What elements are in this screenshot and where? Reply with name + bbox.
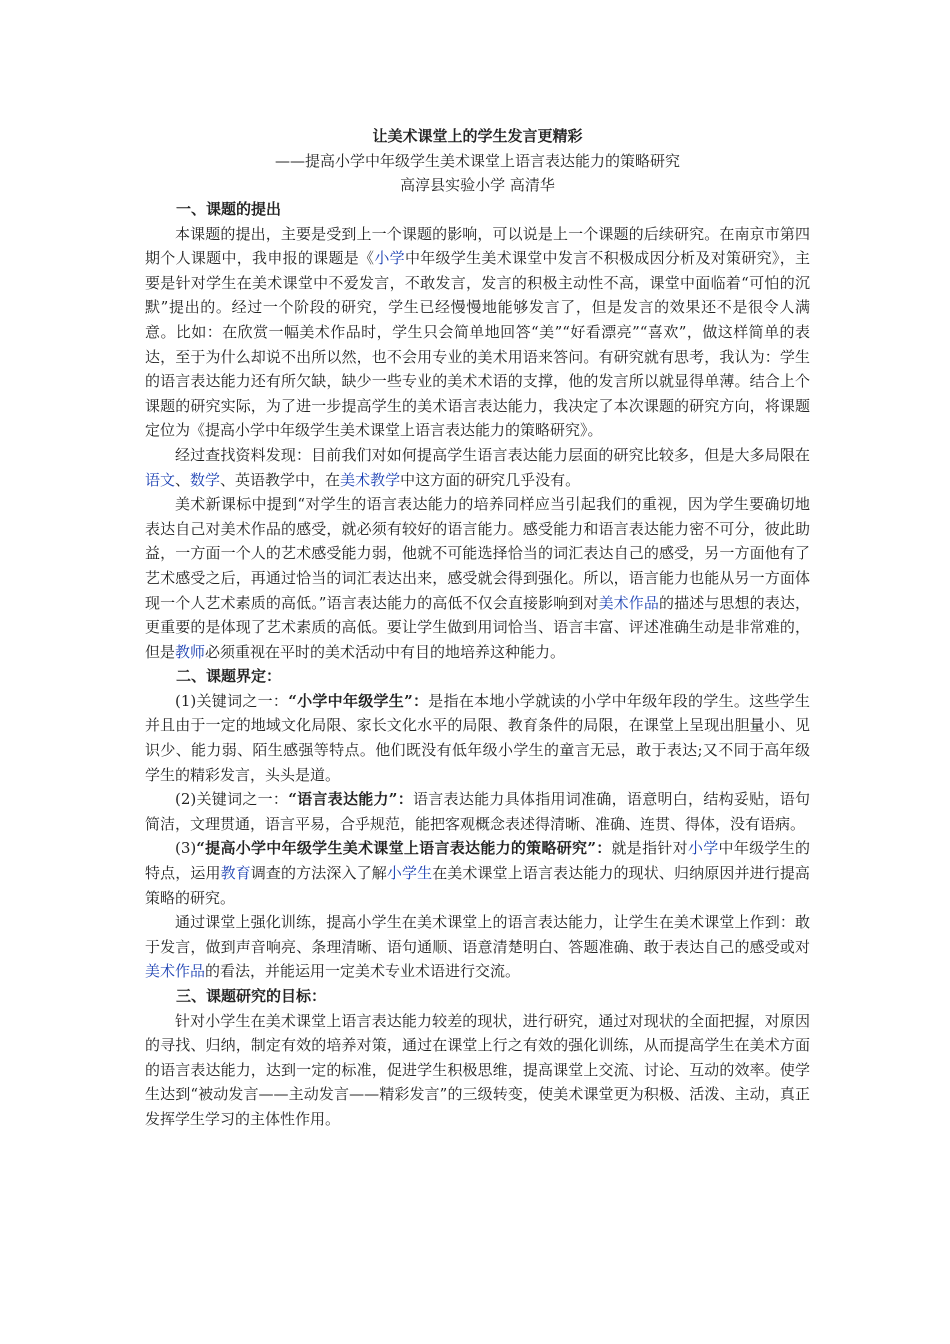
section-heading-1: 一、课题的提出 (176, 200, 282, 218)
paragraph-1 (145, 222, 810, 443)
document-page (145, 124, 810, 1132)
hyperlink-meishu-zuopin-2[interactable]: 美术作品 (145, 962, 206, 981)
hyperlink-yuwen[interactable]: 语文 (145, 470, 176, 489)
hyperlink-meishu-zuopin[interactable]: 美术作品 (598, 593, 659, 612)
hyperlink-xiaoxuesheng[interactable]: 小学生 (386, 864, 433, 883)
text-run: 调查的方法深入了解 (250, 864, 387, 883)
doc-title: 让美术课堂上的学生发言更精彩 (372, 127, 583, 145)
text-run: 就是指针对 (611, 839, 688, 858)
text-run: 在美术课堂上语言表达能力的现状、归纳原因并进行提高策略的研究。 (145, 864, 810, 907)
text-run: 的看法，并能运用一定美术专业术语进行交流。 (205, 962, 521, 981)
keyword-paragraph-1 (145, 689, 810, 787)
text-run: 、英语教学中，在 (220, 470, 341, 489)
text-run: (3) (175, 839, 197, 858)
keyword-paragraph-3 (145, 836, 810, 910)
paragraph-5: 针对小学生在美术课堂上语言表达能力较差的现状，进行研究，通过对现状的全面把握，对原因的寻找、归纳，制定有效的培养对策，通过在课堂上行之有效的强化训练，从而提高学生在美术方面的语言表达能力，达到一定的标准，促进学生积极思维，提高课堂上交流、讨论、互动的效率。使学生达到“被动发言——主动发言——精彩发言”的三级转变，使美术课堂更为积极、活泼、主动，真正发挥学生学习的主体性作用。 (145, 1011, 810, 1128)
text-run: 语言表达能力具体指用词准确，语意明白，结构妥贴，语句简洁，文理贯通，语言平易，合乎规范，能把客观概念表述得清晰、准确、连贯、得体，没有语病。 (145, 790, 810, 833)
paragraph-4 (145, 910, 810, 984)
hyperlink-xiaoxue-2[interactable]: 小学 (687, 839, 719, 858)
text-run: 中这方面的研究几乎没有。 (400, 470, 581, 489)
keyword-term: “小学中年级学生”： (288, 691, 429, 710)
text-run: 的描述与思想的表达，更重要的是体现了艺术素质的高低。要让学生做到用词恰当、语言丰富、评述准确生动是非常难的，但是 (145, 593, 810, 661)
paragraph-2 (145, 443, 810, 492)
text-run: 本课题的提出，主要是受到上一个课题的影响，可以说是上一个课题的后续研究。在南京市第四期个人课题中，我申报的课题是《 (145, 224, 810, 268)
text-run: 必须重视在平时的美术活动中有目的地培养这种能力。 (205, 642, 566, 661)
text-run: 美术新课标中提到“对学生的语言表达能力的培养同样应当引起我们的重视，因为学生要确切地表达自己对美术作品的感受，就必须有较好的语言能力。感受能力和语言表达能力密不可分，彼此助益，一方面一个人的艺术感受能力弱，他就不可能选择恰当的词汇表达自己的感受，另一方面他有了艺术感受之后，再通过恰当的词汇表达出来，感受就会得到强化。所以，语言能力也能从另一方面体现一个人艺术素质的高低。”语言表达能力的高低不仅会直接影响到对 (145, 495, 810, 612)
section-heading-3: 三、课题研究的目标： (176, 987, 327, 1005)
text-run: (1)关键词之一： (175, 691, 289, 710)
keyword-term: “提高小学中年级学生美术课堂上语言表达能力的策略研究”： (196, 839, 612, 858)
section-heading-2: 二、课题界定： (176, 667, 282, 686)
paragraph-3 (145, 492, 810, 664)
text-run: 经过查找资料发现：目前我们对如何提高学生语言表达能力层面的研究比较多，但是大多局限在 (175, 445, 810, 464)
text-run: 、 (175, 470, 191, 489)
hyperlink-meishu-jiaoxue[interactable]: 美术教学 (340, 470, 401, 489)
text-run: 是指在本地小学就读的小学中年级年段的学生。这些学生并且由于一定的地域文化局限、家长文化水平的局限、教育条件的局限，在课堂上呈现出胆量小、见识少、能力弱、陌生感强等特点。他们既没有低年级小学生的童言无忌，敢于表达;又不同于高年级学生的精彩发言，头头是道。 (145, 691, 810, 784)
text-run: (2)关键词之一： (175, 790, 289, 809)
doc-subtitle: ——提高小学中年级学生美术课堂上语言表达能力的策略研究 (274, 152, 680, 170)
hyperlink-shuxue[interactable]: 数学 (190, 470, 221, 489)
keyword-paragraph-2 (145, 787, 810, 836)
text-run: 中年级学生的特点，运用 (145, 839, 810, 883)
hyperlink-jiaoyu[interactable]: 教育 (220, 864, 251, 883)
text-run: 中年级学生美术课堂中发言不积极成因分析及对策研究》，主要是针对学生在美术课堂中不爱发言，不敢发言，发言的积极主动性不高，课堂中面临着“可怕的沉默”提出的。经过一个阶段的研究，学生已经慢慢地能够发言了，但是发言的效果还不是很令人满意。比如：在欣赏一幅美术作品时，学生只会简单地回答“美”“好看漂亮”“喜欢”，做这样简单的表达，至于为什么却说不出所以然，也不会用专业的美术用语来答问。有研究就有思考，我认为：学生的语言表达能力还有所欠缺，缺少一些专业的美术术语的支撑，他的发言所以就显得单薄。结合上个课题的研究实际，为了进一步提高学生的美术语言表达能力，我决定了本次课题的研究方向，将课题定位为《提高小学中年级学生美术课堂上语言表达能力的策略研究》。 (145, 249, 810, 440)
doc-author-line: 高淳县实验小学 高清华 (400, 176, 555, 194)
keyword-term: “语言表达能力”： (288, 790, 413, 809)
hyperlink-jiaoshi[interactable]: 教师 (175, 642, 206, 661)
text-run: 通过课堂上强化训练，提高小学生在美术课堂上的语言表达能力，让学生在美术课堂上作到：敢于发言，做到声音响亮、条理清晰、语句通顺、语意清楚明白、答题准确、敢于表达自己的感受或对 (145, 913, 810, 956)
hyperlink-xiaoxue[interactable]: 小学 (374, 249, 405, 268)
